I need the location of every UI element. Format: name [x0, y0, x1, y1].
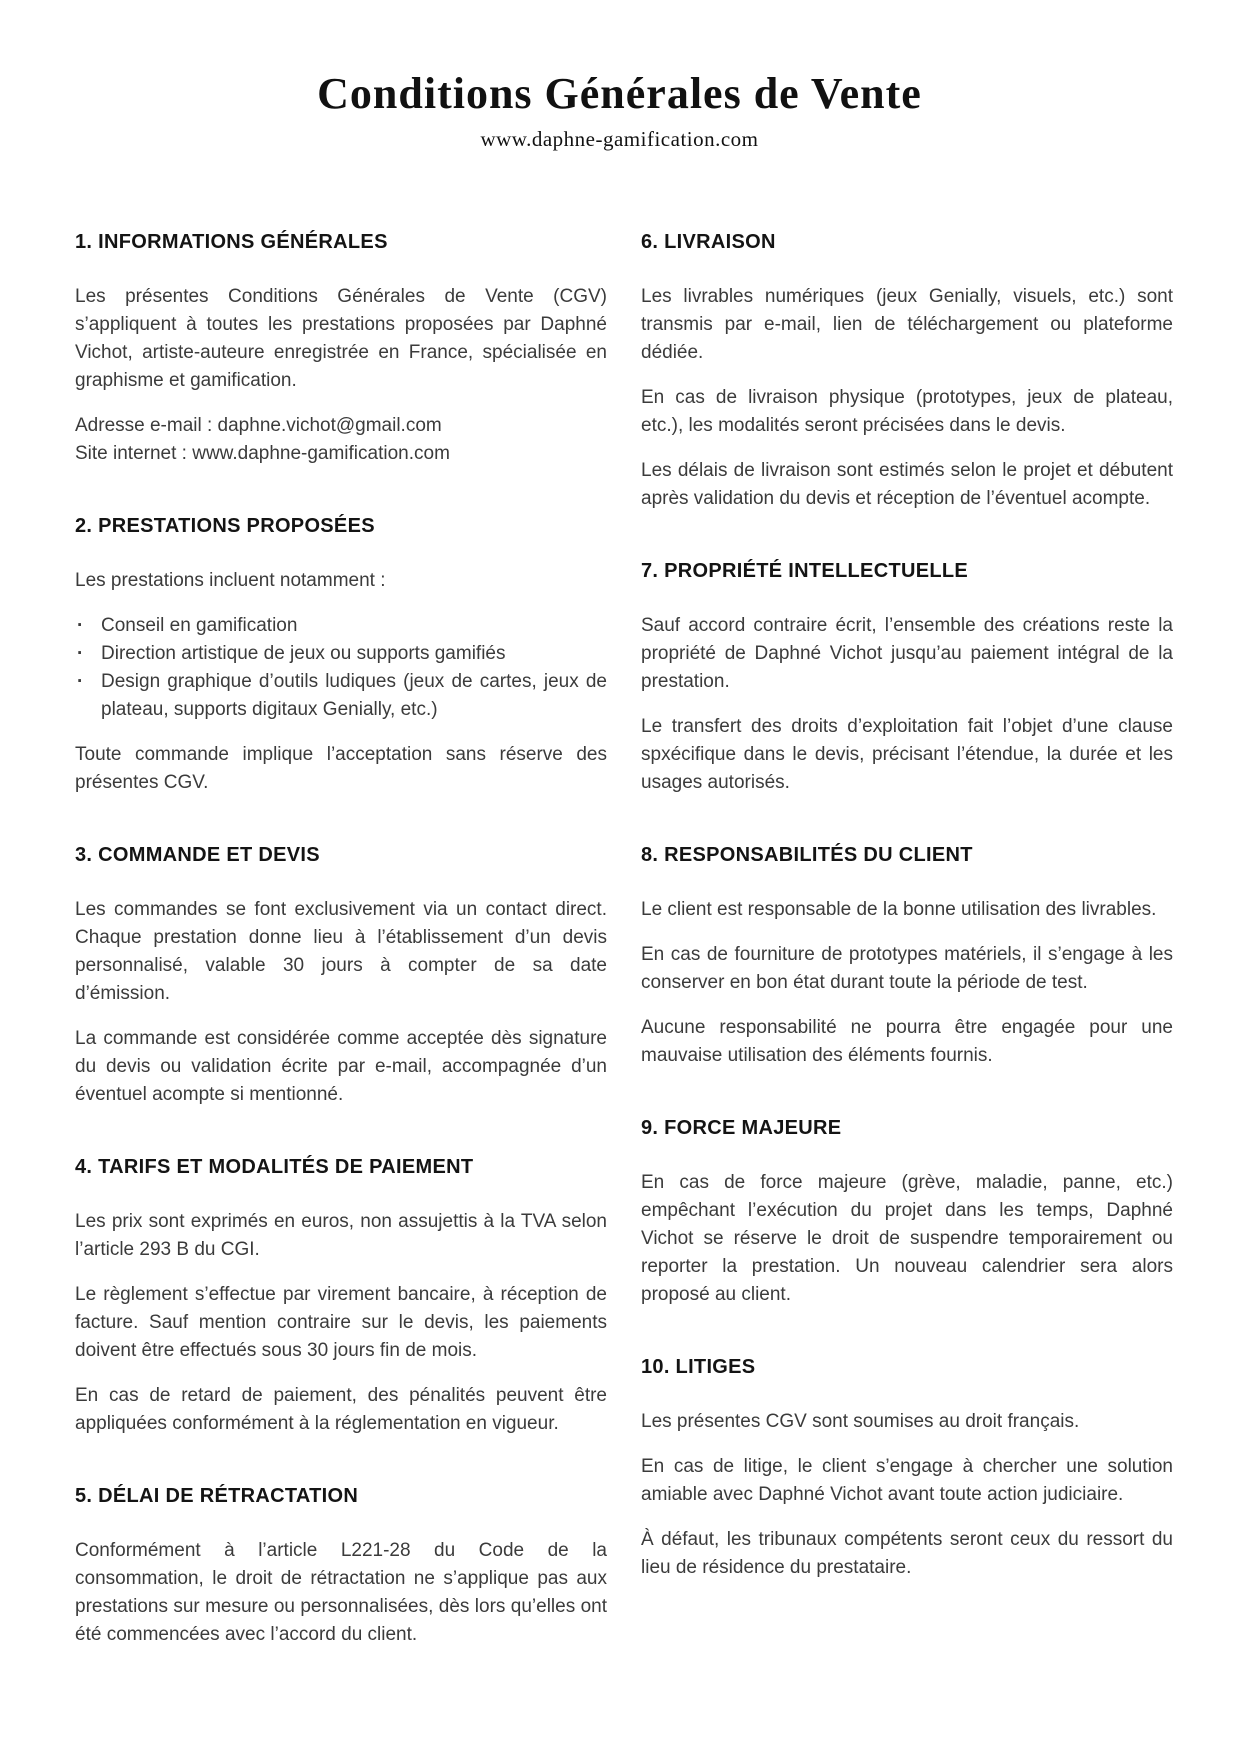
section: [641, 228, 1173, 513]
paragraph: En cas de retard de paiement, des pénalités peuvent être appliquées conformément à la réglementation en vigueur.: [75, 1385, 607, 1434]
section: [75, 512, 607, 797]
section-heading: 8. RESPONSABILITÉS DU CLIENT: [641, 844, 973, 866]
paragraph: Le transfert des droits d’exploitation fait l’objet d’une clause spxécifique dans le devis, précisant l’étendue, la durée et les usages autorisés.: [641, 716, 1173, 793]
paragraph: Les prix sont exprimés en euros, non assujettis à la TVA selon l’article 293 B du CGI.: [75, 1211, 607, 1260]
bullet-item: · Direction artistique de jeux ou supports gamifiés: [75, 640, 607, 668]
left-column: [75, 228, 607, 1666]
bullet-list: [75, 612, 607, 724]
section-heading: 3. COMMANDE ET DEVIS: [75, 844, 320, 866]
paragraph: En cas de force majeure (grève, maladie, panne, etc.) empêchant l’exécution du projet dans les temps, Daphné Vichot se réserve le droit de suspendre temporairement ou reporter la prestation. Un nouveau calendrier sera alors proposé au client.: [641, 1172, 1173, 1305]
section: [641, 1353, 1173, 1582]
section: [75, 841, 607, 1109]
paragraph: La commande est considérée comme acceptée dès signature du devis ou validation écrite par e-mail, accompagnée d’un éventuel acompte si mentionné.: [75, 1028, 607, 1105]
section-heading: 4. TARIFS ET MODALITÉS DE PAIEMENT: [75, 1156, 474, 1178]
paragraph: Toute commande implique l’acceptation sans réserve des présentes CGV.: [75, 744, 607, 793]
page-title: Conditions Générales de Vente: [317, 69, 922, 118]
paragraph: En cas de livraison physique (prototypes, jeux de plateau, etc.), les modalités seront précisées dans le devis.: [641, 387, 1173, 436]
paragraph: Le règlement s’effectue par virement bancaire, à réception de facture. Sauf mention contraire sur le devis, les paiements doivent être effectués sous 30 jours fin de mois.: [75, 1284, 607, 1361]
bullet-item: · Conseil en gamification: [75, 612, 607, 640]
paragraph: Les prestations incluent notamment :: [75, 570, 386, 591]
two-column-body: [0, 228, 1239, 1666]
document-header: [0, 0, 1239, 154]
paragraph: En cas de fourniture de prototypes matériels, il s’engage à les conserver en bon état durant toute la période de test.: [641, 944, 1173, 993]
section-heading: 6. LIVRAISON: [641, 231, 776, 253]
section: [641, 557, 1173, 797]
section: [75, 228, 607, 468]
section: [641, 1114, 1173, 1309]
paragraph: Conformément à l’article L221-28 du Code de la consommation, le droit de rétractation ne s’applique pas aux prestations sur mesure ou personnalisées, dès lors qu’elles ont été commencées avec l’accord du client.: [75, 1540, 607, 1645]
section: [75, 1482, 607, 1649]
section-heading: 5. DÉLAI DE RÉTRACTATION: [75, 1485, 359, 1507]
section: [75, 1153, 607, 1438]
paragraph: Les présentes CGV sont soumises au droit français.: [641, 1411, 1080, 1432]
paragraph: Aucune responsabilité ne pourra être engagée pour une mauvaise utilisation des éléments fournis.: [641, 1017, 1173, 1066]
section-heading: 10. LITIGES: [641, 1356, 756, 1378]
paragraph: À défaut, les tribunaux compétents seront ceux du ressort du lieu de résidence du prestataire.: [641, 1529, 1173, 1578]
section-heading: 7. PROPRIÉTÉ INTELLECTUELLE: [641, 560, 969, 582]
paragraph: Les présentes Conditions Générales de Vente (CGV) s’appliquent à toutes les prestations proposées par Daphné Vichot, artiste-auteure enregistrée en France, spécialisée en graphisme et gamification.: [75, 286, 607, 391]
section-heading: 1. INFORMATIONS GÉNÉRALES: [75, 231, 388, 253]
section-heading: 9. FORCE MAJEURE: [641, 1117, 842, 1139]
section: [641, 841, 1173, 1070]
paragraph: En cas de litige, le client s’engage à chercher une solution amiable avec Daphné Vichot avant toute action judiciaire.: [641, 1456, 1173, 1505]
section-heading: 2. PRESTATIONS PROPOSÉES: [75, 515, 375, 537]
paragraph: Les livrables numériques (jeux Genially, visuels, etc.) sont transmis par e-mail, lien de téléchargement ou plateforme dédiée.: [641, 286, 1173, 363]
paragraph: Le client est responsable de la bonne utilisation des livrables.: [641, 899, 1157, 920]
page-subtitle: www.daphne-gamification.com: [480, 127, 759, 151]
bullet-item: · Design graphique d’outils ludiques (jeux de cartes, jeux de plateau, supports digitaux Genially, etc.): [75, 668, 607, 724]
contact-lines: Adresse e-mail : daphne.vichot@gmail.com Site internet : www.daphne-gamification.com: [75, 415, 450, 464]
paragraph: Les délais de livraison sont estimés selon le projet et débutent après validation du devis et réception de l’éventuel acompte.: [641, 460, 1173, 509]
paragraph: Sauf accord contraire écrit, l’ensemble des créations reste la propriété de Daphné Vichot jusqu’au paiement intégral de la prestation.: [641, 615, 1173, 692]
right-column: [641, 228, 1173, 1666]
paragraph: Les commandes se font exclusivement via un contact direct. Chaque prestation donne lieu à l’établissement d’un devis personnalisé, valable 30 jours à compter de sa date d’émission.: [75, 899, 607, 1004]
